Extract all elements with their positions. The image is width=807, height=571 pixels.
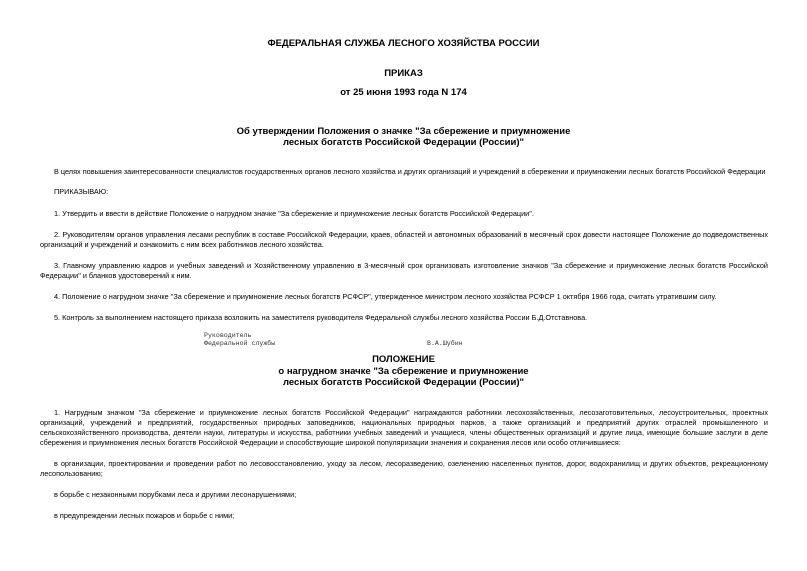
signature-role-line-2: Федеральной службы	[204, 340, 276, 347]
order-title-line-1: Об утверждении Положения о значке "За сбережение и приумножение	[236, 126, 571, 137]
agency-name: ФЕДЕРАЛЬНАЯ СЛУЖБА ЛЕСНОГО ХОЗЯЙСТВА РОССИИ	[267, 38, 540, 49]
signature-role-line-1: Руководитель	[204, 332, 252, 339]
regulation-subtitle-line-1: о нагрудном значке "За сбережение и приумножение	[278, 366, 529, 377]
document-type: ПРИКАЗ	[384, 68, 423, 79]
regulation-paragraph-1: 1. Нагрудным значком "За сбережение и приумножение лесных богатств Российской Федерации" награждаются работники лесохозяйственных, лесозаготовительных, лесоустроительных, проектных организаций, учреждений и предприятий, государственных природных заповедников, национальных природных парков, а также организаций и предприятий других отраслей промышленного и сельскохозяйственного производства, деятели науки, литературы и искусства, работники учебных заведений и учащиеся, члены общественных организаций и другие лица, имеющие большие заслуги в деле сбережения и приумножения лесных богатств Российской Федерации и способствующие широкой популяризации значения и сохранения лесов или особо отличившиеся:	[40, 408, 768, 447]
order-item-4: 4. Положение о нагрудном значке "За сбережение и приумножение лесных богатств РСФСР", утвержденное министром лесного хозяйства РСФСР 1 октября 1966 года, считать утратившим силу.	[54, 292, 717, 301]
order-title-line-2: лесных богатств Российской Федерации (России)"	[282, 137, 524, 148]
order-item-3: 3. Главному управлению кадров и учебных заведений и Хозяйственному управлению в 3-месячный срок организовать изготовление значков "За сбережение и приумножение лесных богатств Российской Федерации" и бланков удостоверений к ним.	[40, 261, 768, 280]
order-item-5: 5. Контроль за выполнением настоящего приказа возложить на заместителя руководителя Федеральной службы лесного хозяйства России Б.Д.Отставнова.	[54, 313, 588, 322]
regulation-subitem-3: в предупреждении лесных пожаров и борьбе с ними;	[54, 511, 235, 520]
order-preamble: В целях повышения заинтересованности специалистов государственных органов лесного хозяйства и других организаций и учреждений в сбережении и приумножении лесных богатств Российской Федерации	[54, 167, 766, 176]
order-item-1: 1. Утвердить и ввести в действие Положение о нагрудном значке "За сбережение и приумножение лесных богатств Российской Федерации".	[54, 209, 534, 218]
regulation-title: ПОЛОЖЕНИЕ	[372, 354, 435, 365]
regulation-subitem-1: в организации, проектировании и проведении работ по лесовосстановлению, уходу за лесом, лесоразведению, озеленению населенных пунктов, дорог, водохранилищ и других объектов, рекреационному лесопользованию;	[40, 459, 768, 478]
document-date-number: от 25 июня 1993 года N 174	[340, 87, 467, 98]
regulation-subtitle-line-2: лесных богатств Российской Федерации (России)"	[282, 377, 524, 388]
order-command: ПРИКАЗЫВАЮ:	[54, 187, 109, 196]
order-item-2: 2. Руководителям органов управления лесами республик в составе Российской Федерации, краев, областей и автономных образований в месячный срок довести настоящее Положение до подведомственных организаций и учреждений и ознакомить с ним всех работников лесного хозяйства.	[40, 230, 768, 249]
signature-name: В.А.Шубин	[427, 340, 463, 347]
regulation-subitem-2: в борьбе с незаконными порубками леса и другими лесонарушениями;	[54, 490, 297, 499]
